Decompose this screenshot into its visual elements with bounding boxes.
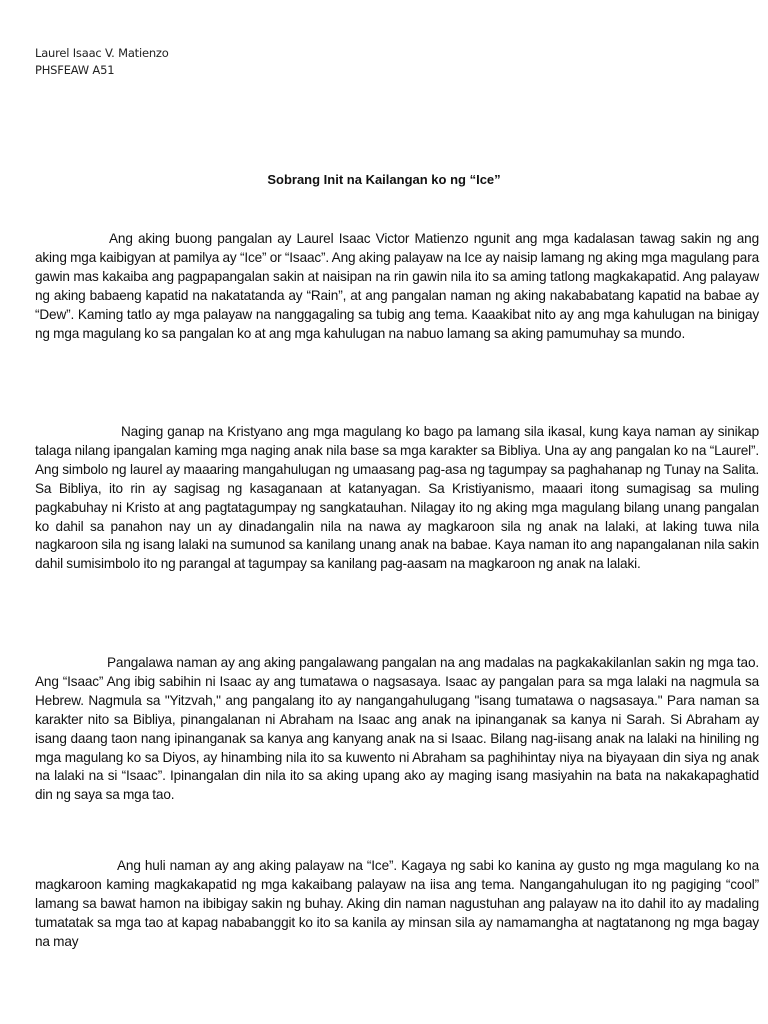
author-name: Laurel Isaac V. Matienzo [35, 46, 169, 60]
paragraph-2: Naging ganap na Kristyano ang mga magulang ko bago pa lamang sila ikasal, kung kaya naman ay sinikap talaga nilang ipangalan kaming mga naging anak nila base sa mga karakter sa Bibliya. Una ay ang pangalan ko na “Laurel”. Ang simbolo ng laurel ay maaaring mangahulugan ng umaasang pag-asa ng tagumpay sa paghahanap ng Tunay na Salita. Sa Bibliya, ito rin ay sagisag ng kasaganaan at katanyagan. Sa Kristiyanismo, maaari itong sumagisag sa muling pagkabuhay ni Kristo at ang pagtatagumpay ng sangkatauhan. Nilagay ito ng aking mga magulang bilang unang pangalan ko dahil sa panahon nay un ay dinadangalin nila na nawa ay magkaroon sila ng anak na lalaki, at laking tuwa nila nagkaroon sila ng isang lalaki na sumunod sa kanilang unang anak na babae. Kaya naman ito ang napangalanan nila sakin dahil sumisimbolo ito ng parangal at tagumpay sa kanilang pag-aasam na magkaroon ng anak na lalaki. [35, 424, 759, 572]
paragraph-4: Ang huli naman ay ang aking palayaw na “Ice”. Kagaya ng sabi ko kanina ay gusto ng mga magulang ko na magkaroon kaming magkakapatid ng mga kakaibang palayaw na iisa ang tema. Nangangahulugan ito ng pagiging “cool” lamang sa bawat hamon na ibibigay sakin ng buhay. Aking din naman nagustuhan ang palayaw na ito dahil ito ay madaling tumatatak sa mga tao at kapag nababanggit ko ito sa kanila ay minsan sila ay namamangha at nagtatanong ng mga bagay na may [35, 858, 759, 949]
paragraph-1: Ang aking buong pangalan ay Laurel Isaac Victor Matienzo ngunit ang mga kadalasan tawag sakin ng ang aking mga kaibigyan at pamilya ay “Ice” or “Isaac”. Ang aking palayaw na Ice ay naisip lamang ng aking mga magulang para gawin mas kakaiba ang pagpapangalan sakin at naisipan na rin gawin nila ito sa aming tatlong magkakapatid. Ang palayaw ng aking babaeng kapatid na nakatatanda ay “Rain”, at ang pangalan naman ng aking nakababatang kapatid na babae ay “Dew”. Kaming tatlo ay mga palayaw na nanggagaling sa tubig ang tema. Kaaakibat nito ay ang mga kahulugan na binigay ng mga magulang ko sa pangalan ko at ang mga kahulugan na nabuo lamang sa aking pamumuhay sa mundo. [35, 231, 759, 341]
document-header [35, 45, 169, 79]
essay-title: Sobrang Init na Kailangan ko ng “Ice” [267, 172, 501, 187]
paragraph-3: Pangalawa naman ay ang aking pangalawang pangalan na ang madalas na pagkakakilanlan sakin ng mga tao. Ang “Isaac” Ang ibig sabihin ni Isaac ay ang tumatawa o nagsasaya. Isaac ay pangalan para sa mga lalaki na nagmula sa Hebrew. Nagmula sa "Yitzvah," ang pangalang ito ay nangangahulugang "isang tumatawa o nagsasaya." Para naman sa karakter nito sa Bibliya, pinangalanan ni Abraham na Isaac ang anak na ipinanganak sa kanya ni Sarah. Si Abraham ay isang daang taon nang ipinanganak sa kanya ang kanyang anak na si Isaac. Bilang nag-iisang anak na lalaki na hiniling ng mga magulang ko sa Diyos, ay hinambing nila ito sa kuwento ni Abraham sa paghihintay niya na biyayaan din siya ng anak na lalaki na si “Isaac”. Ipinangalan din nila ito sa aking upang ako ay maging isang masiyahin na bata na nakakapaghatid din ng saya sa mga tao. [35, 655, 759, 803]
section-code: PHSFEAW A51 [35, 63, 115, 77]
